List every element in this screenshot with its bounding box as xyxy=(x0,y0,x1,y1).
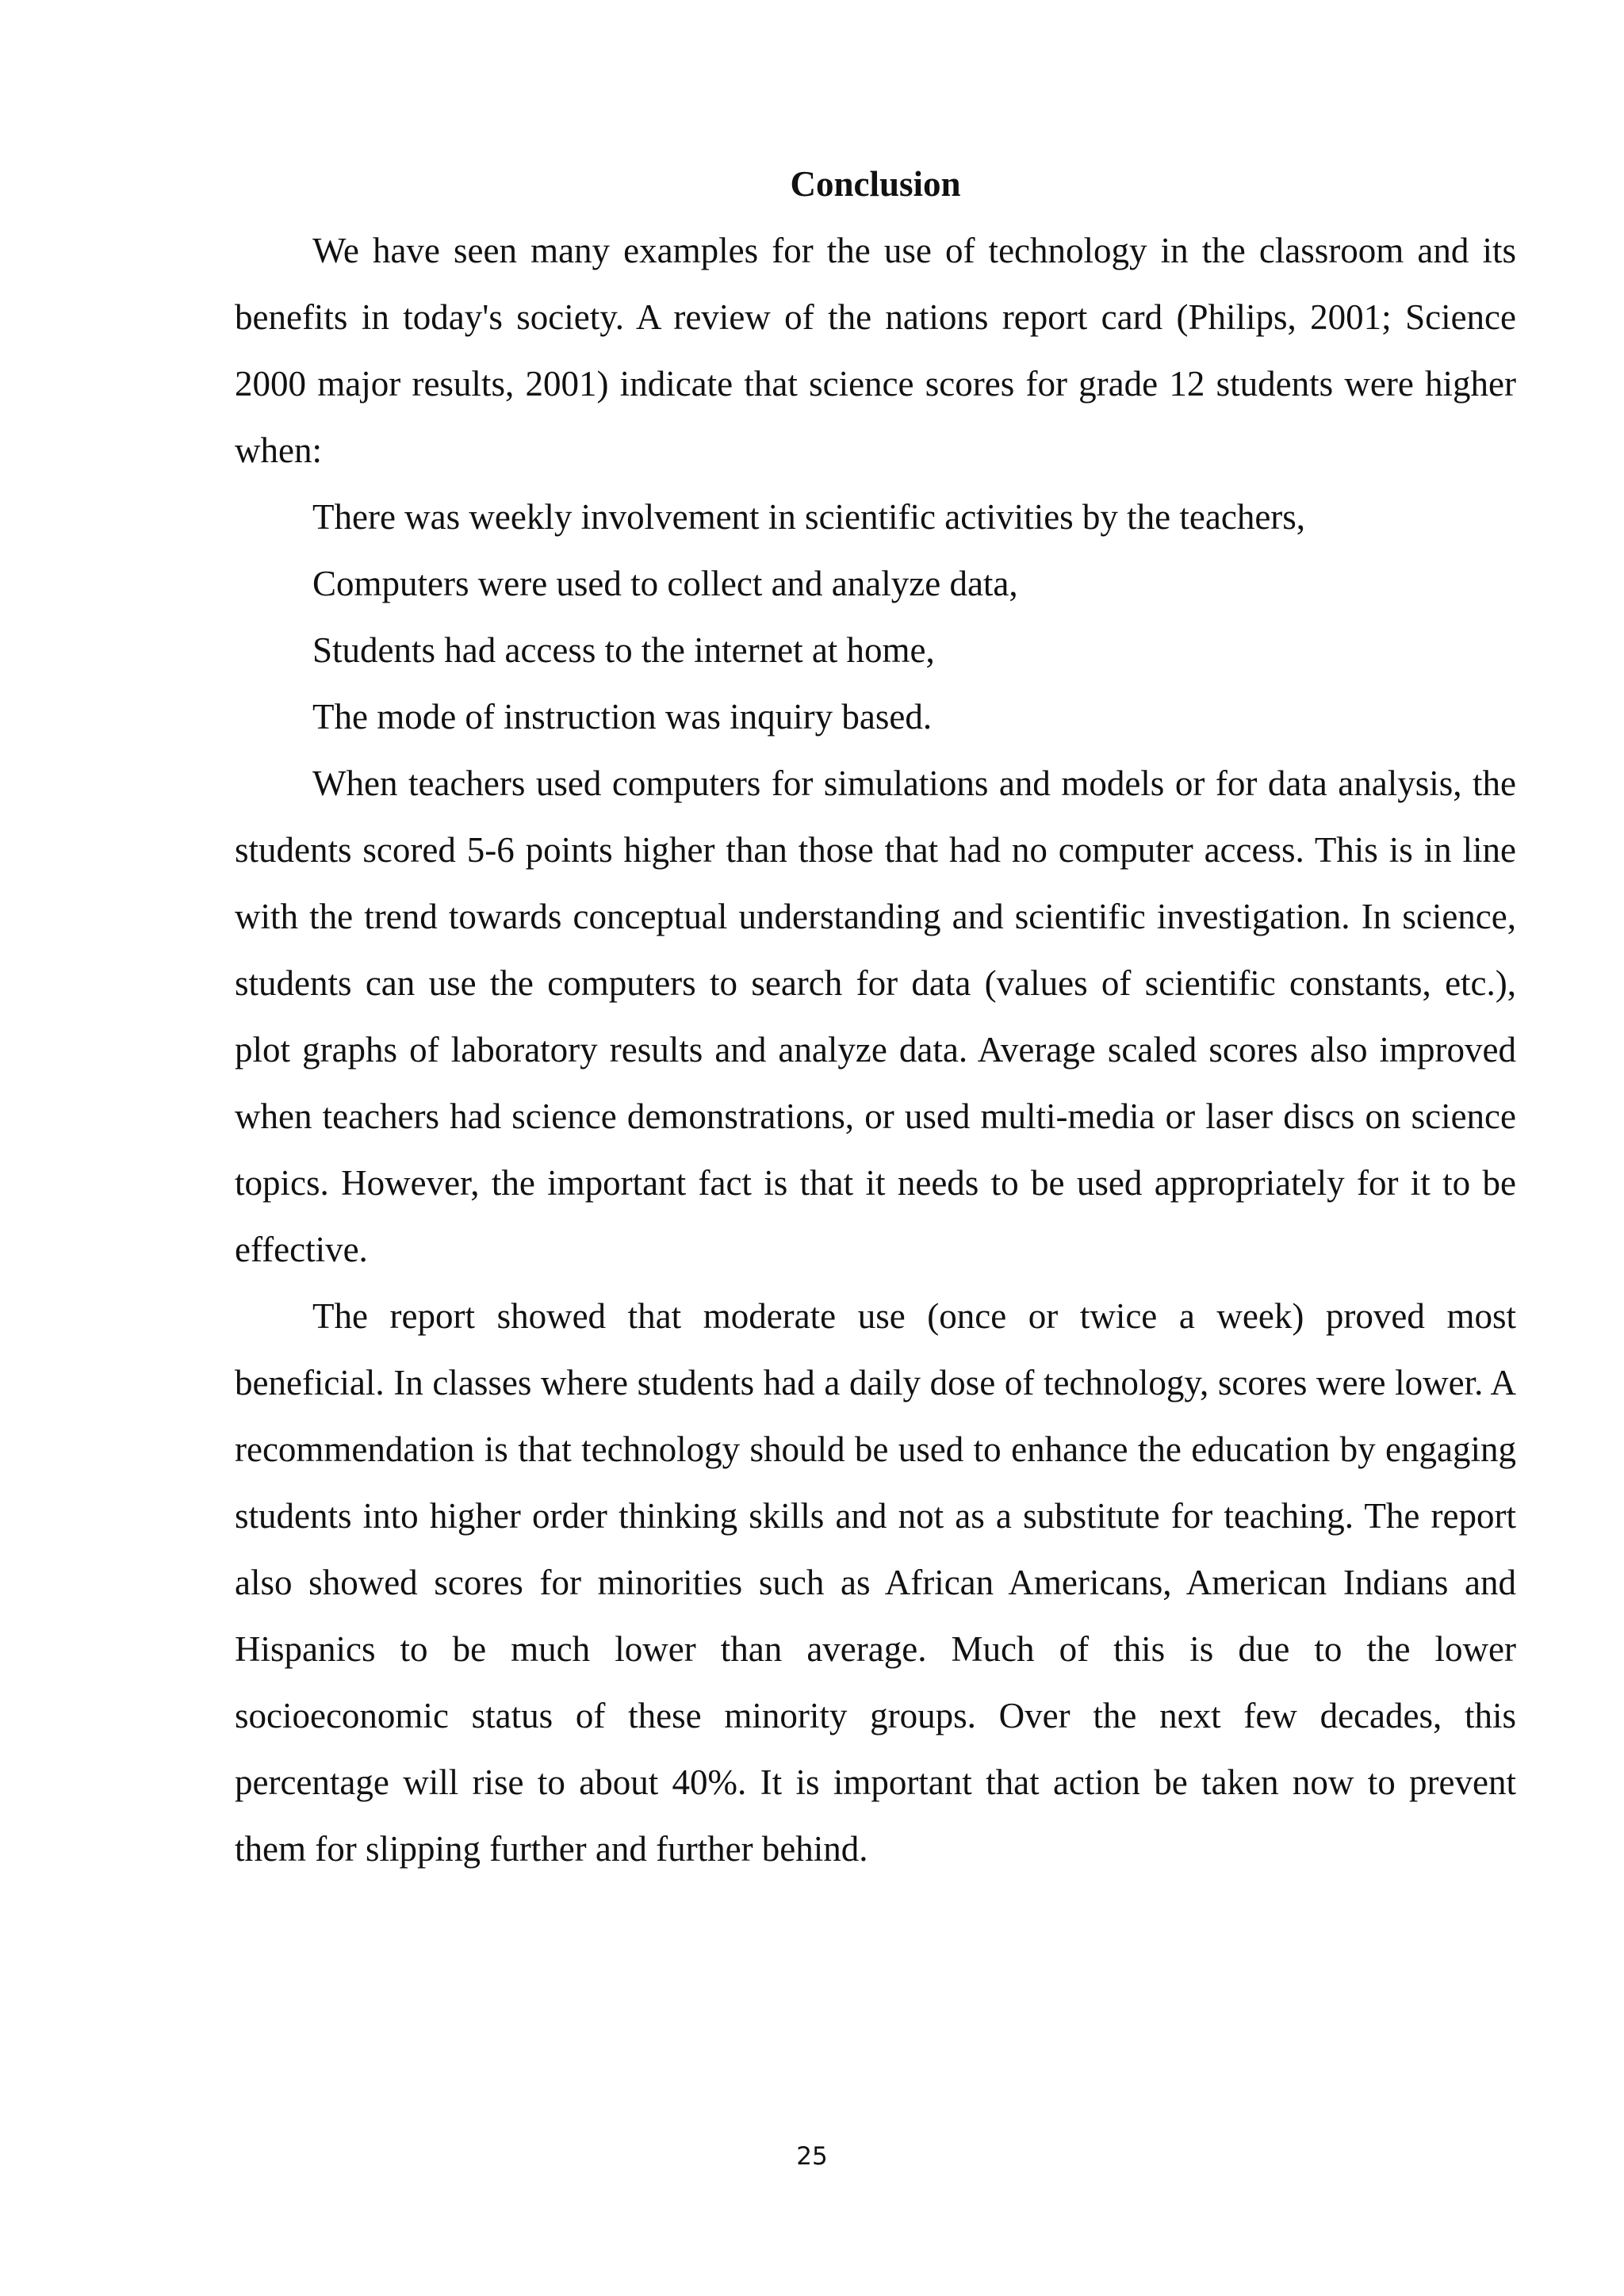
page-number: 25 xyxy=(796,2142,828,2171)
body-paragraph-computers: When teachers used computers for simulations and models or for data analysis, the students scored 5-6 points higher than those that had no computer access. This is in line with the trend towards conceptual understanding and scientific investigation. In science, students can use the computers to search for data (values of scientific constants, etc.), plot graphs of laboratory results and analyze data. Average scaled scores also improved when teachers had science demonstrations, or used multi-media or laser discs on science topics. However, the important fact is that it needs to be used appropriately for it to be effective. xyxy=(235,763,1516,1269)
list-item: Computers were used to collect and analyze data, xyxy=(312,564,1018,603)
list-item: There was weekly involvement in scientific activities by the teachers, xyxy=(312,497,1306,537)
list-item: Students had access to the internet at home, xyxy=(312,630,935,670)
intro-paragraph: We have seen many examples for the use of technology in the classroom and its benefits in today's society. A review of the nations report card (Philips, 2001; Science 2000 major results, 2001) indicate that science scores for grade 12 students were higher when: xyxy=(235,231,1516,470)
findings-list xyxy=(235,484,1516,750)
list-item: The mode of instruction was inquiry based. xyxy=(312,697,933,737)
body-paragraph-report: The report showed that moderate use (once or twice a week) proved most beneficial. In classes where students had a daily dose of technology, scores were lower. A recommendation is that technology should be used to enhance the education by engaging students into higher order thinking skills and not as a substitute for teaching. The report also showed scores for minorities such as African Americans, American Indians and Hispanics to be much lower than average. Much of this is due to the lower socioeconomic status of these minority groups. Over the next few decades, this percentage will rise to about 40%. It is important that action be taken now to prevent them for slipping further and further behind. xyxy=(235,1296,1516,1869)
section-title: Conclusion xyxy=(790,164,961,204)
page-content xyxy=(235,151,1516,1882)
